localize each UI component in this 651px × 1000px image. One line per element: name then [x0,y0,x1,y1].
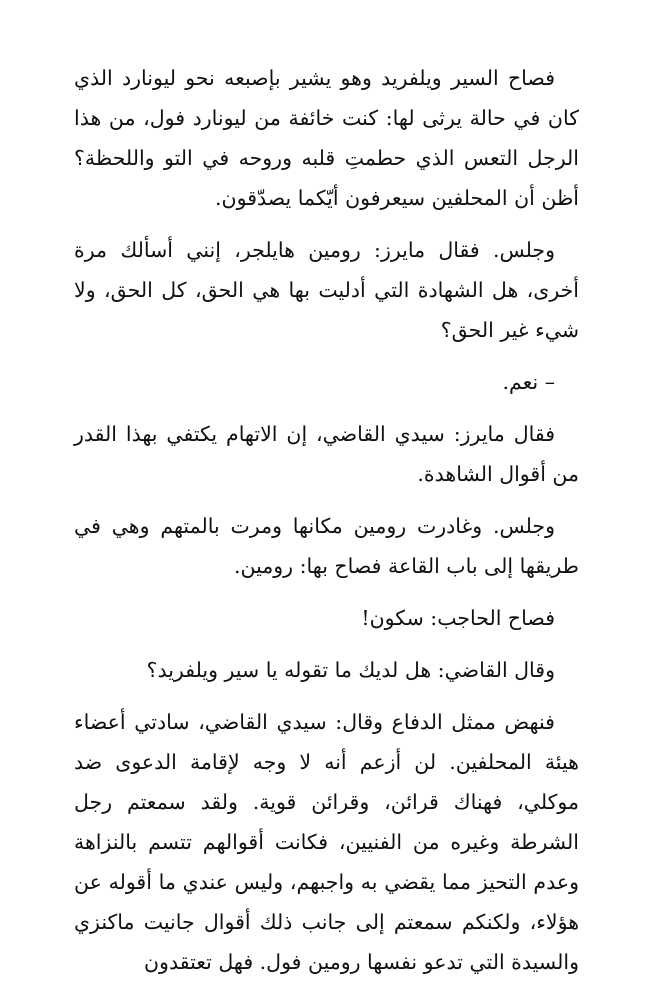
paragraph-answer-yes: – نعم. [502,370,555,394]
paragraph-wilfrid-exclaims: فصاح السير ويلفريد وهو يشير بإصبعه نحو ليونارد الذي كان في حالة يرثى لها: كنت خائفة من ليونارد فول، من هذا الرجل التعس الذي حطمتِ قلبه وروحه في التو واللحظة؟ أظن أن المحلفين سيعرفون أيّكما يصدّقون. [74,66,579,210]
paragraph-myers-rests: فقال مايرز: سيدي القاضي، إن الاتهام يكتفي بهذا القدر من أقوال الشاهدة. [74,422,579,486]
paragraph-defense-speech: فنهض ممثل الدفاع وقال: سيدي القاضي، سادتي أعضاء هيئة المحلفين. لن أزعم أنه لا وجه لإقامة الدعوى ضد موكلي، فهناك قرائن، وقرائن قوية. ولقد سمعتم رجل الشرطة وغيره من الفنيين، فكانت أقوالهم تتسم بالنزاهة وعدم التحيز مما يقضي به واجبهم، وليس عندي ما أقوله عن هؤلاء، ولكنكم سمعتم إلى جانب ذلك أقوال جانيت ماكنزي والسيدة التي تدعو نفسها رومين فول. فهل تعتقدون [74,710,579,974]
paragraph-usher-silence: فصاح الحاجب: سكون! [361,606,555,630]
book-page [74,58,579,994]
paragraph-romaine-leaves: وجلس. وغادرت رومين مكانها ومرت بالمتهم وهي في طريقها إلى باب القاعة فصاح بها: رومين. [74,514,579,578]
paragraph-myers-asks: وجلس. فقال مايرز: رومين هايلجر، إنني أسألك مرة أخرى، هل الشهادة التي أدليت بها هي الحق، كل الحق، ولا شيء غير الحق؟ [74,238,579,342]
paragraph-judge-asks: وقال القاضي: هل لديك ما تقوله يا سير ويلفريد؟ [146,658,555,682]
